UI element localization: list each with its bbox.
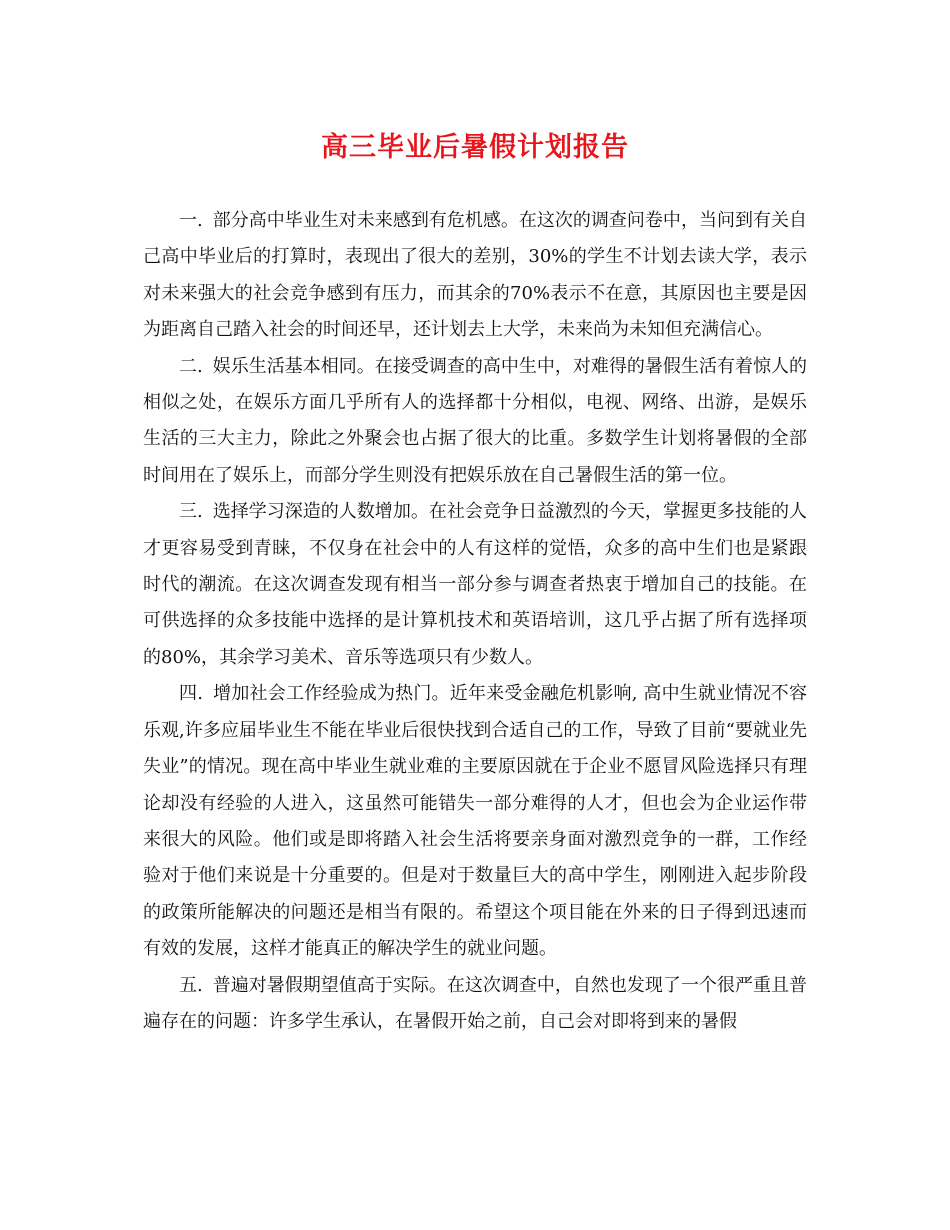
paragraph-number: 三. [179,501,203,523]
paragraph-1 [143,203,807,349]
document-body [143,203,807,1040]
paragraph-text: 娱乐生活基本相同。在接受调查的高中生中，对难得的暑假生活有着惊人的相似之处，在娱乐方面几乎所有人的选择都十分相似，电视、网络、出游，是娱乐生活的三大主力，除此之外聚会也占据了很大的比重。多数学生计划将暑假的全部时间用在了娱乐上，而部分学生则没有把娱乐放在自己暑假生活的第一位。 [143,355,807,486]
paragraph-3 [143,494,807,676]
paragraph-text: 选择学习深造的人数增加。在社会竞争日益激烈的今天，掌握更多技能的人才更容易受到青睐，不仅身在社会中的人有这样的觉悟，众多的高中生们也是紧跟时代的潮流。在这次调查发现有相当一部分参与调查者热衷于增加自己的技能。在可供选择的众多技能中选择的是计算机技术和英语培训，这几乎占据了所有选择项的80%，其余学习美术、音乐等选项只有少数人。 [143,501,807,668]
paragraph-text: 增加社会工作经验成为热门。近年来受金融危机影响, 高中生就业情况不容乐观,许多应届毕业生不能在毕业后很快找到合适自己的工作，导致了目前“要就业先失业”的情况。现在高中毕业生就业难的主要原因就在于企业不愿冒风险选择只有理论却没有经验的人进入，这虽然可能错失一部分难得的人才，但也会为企业运作带来很大的风险。他们或是即将踏入社会生活将要亲身面对激烈竞争的一群，工作经验对于他们来说是十分重要的。但是对于数量巨大的高中学生，刚刚进入起步阶段的政策所能解决的问题还是相当有限的。希望这个项目能在外来的日子得到迅速而有效的发展，这样才能真正的解决学生的就业问题。 [143,683,807,960]
paragraph-number: 四. [179,683,203,705]
paragraph-number: 一. [179,210,203,231]
paragraph-text: 普遍对暑假期望值高于实际。在这次调查中，自然也发现了一个很严重且普遍存在的问题：许多学生承认，在暑假开始之前，自己会对即将到来的暑假 [143,974,807,1032]
paragraph-5 [143,968,807,1041]
paragraph-2 [143,349,807,495]
paragraph-number: 五. [179,974,203,996]
paragraph-4 [143,676,807,967]
paragraph-text: 部分高中毕业生对未来感到有危机感。在这次的调查问卷中，当问到有关自己高中毕业后的打算时，表现出了很大的差别，30%的学生不计划去读大学，表示对未来强大的社会竞争感到有压力，而其余的70%表示不在意，其原因也主要是因为距离自己踏入社会的时间还早，还计划去上大学，未来尚为未知但充满信心。 [143,210,807,341]
document-title: 高三毕业后暑假计划报告 [321,132,629,163]
paragraph-number: 二. [179,355,203,377]
